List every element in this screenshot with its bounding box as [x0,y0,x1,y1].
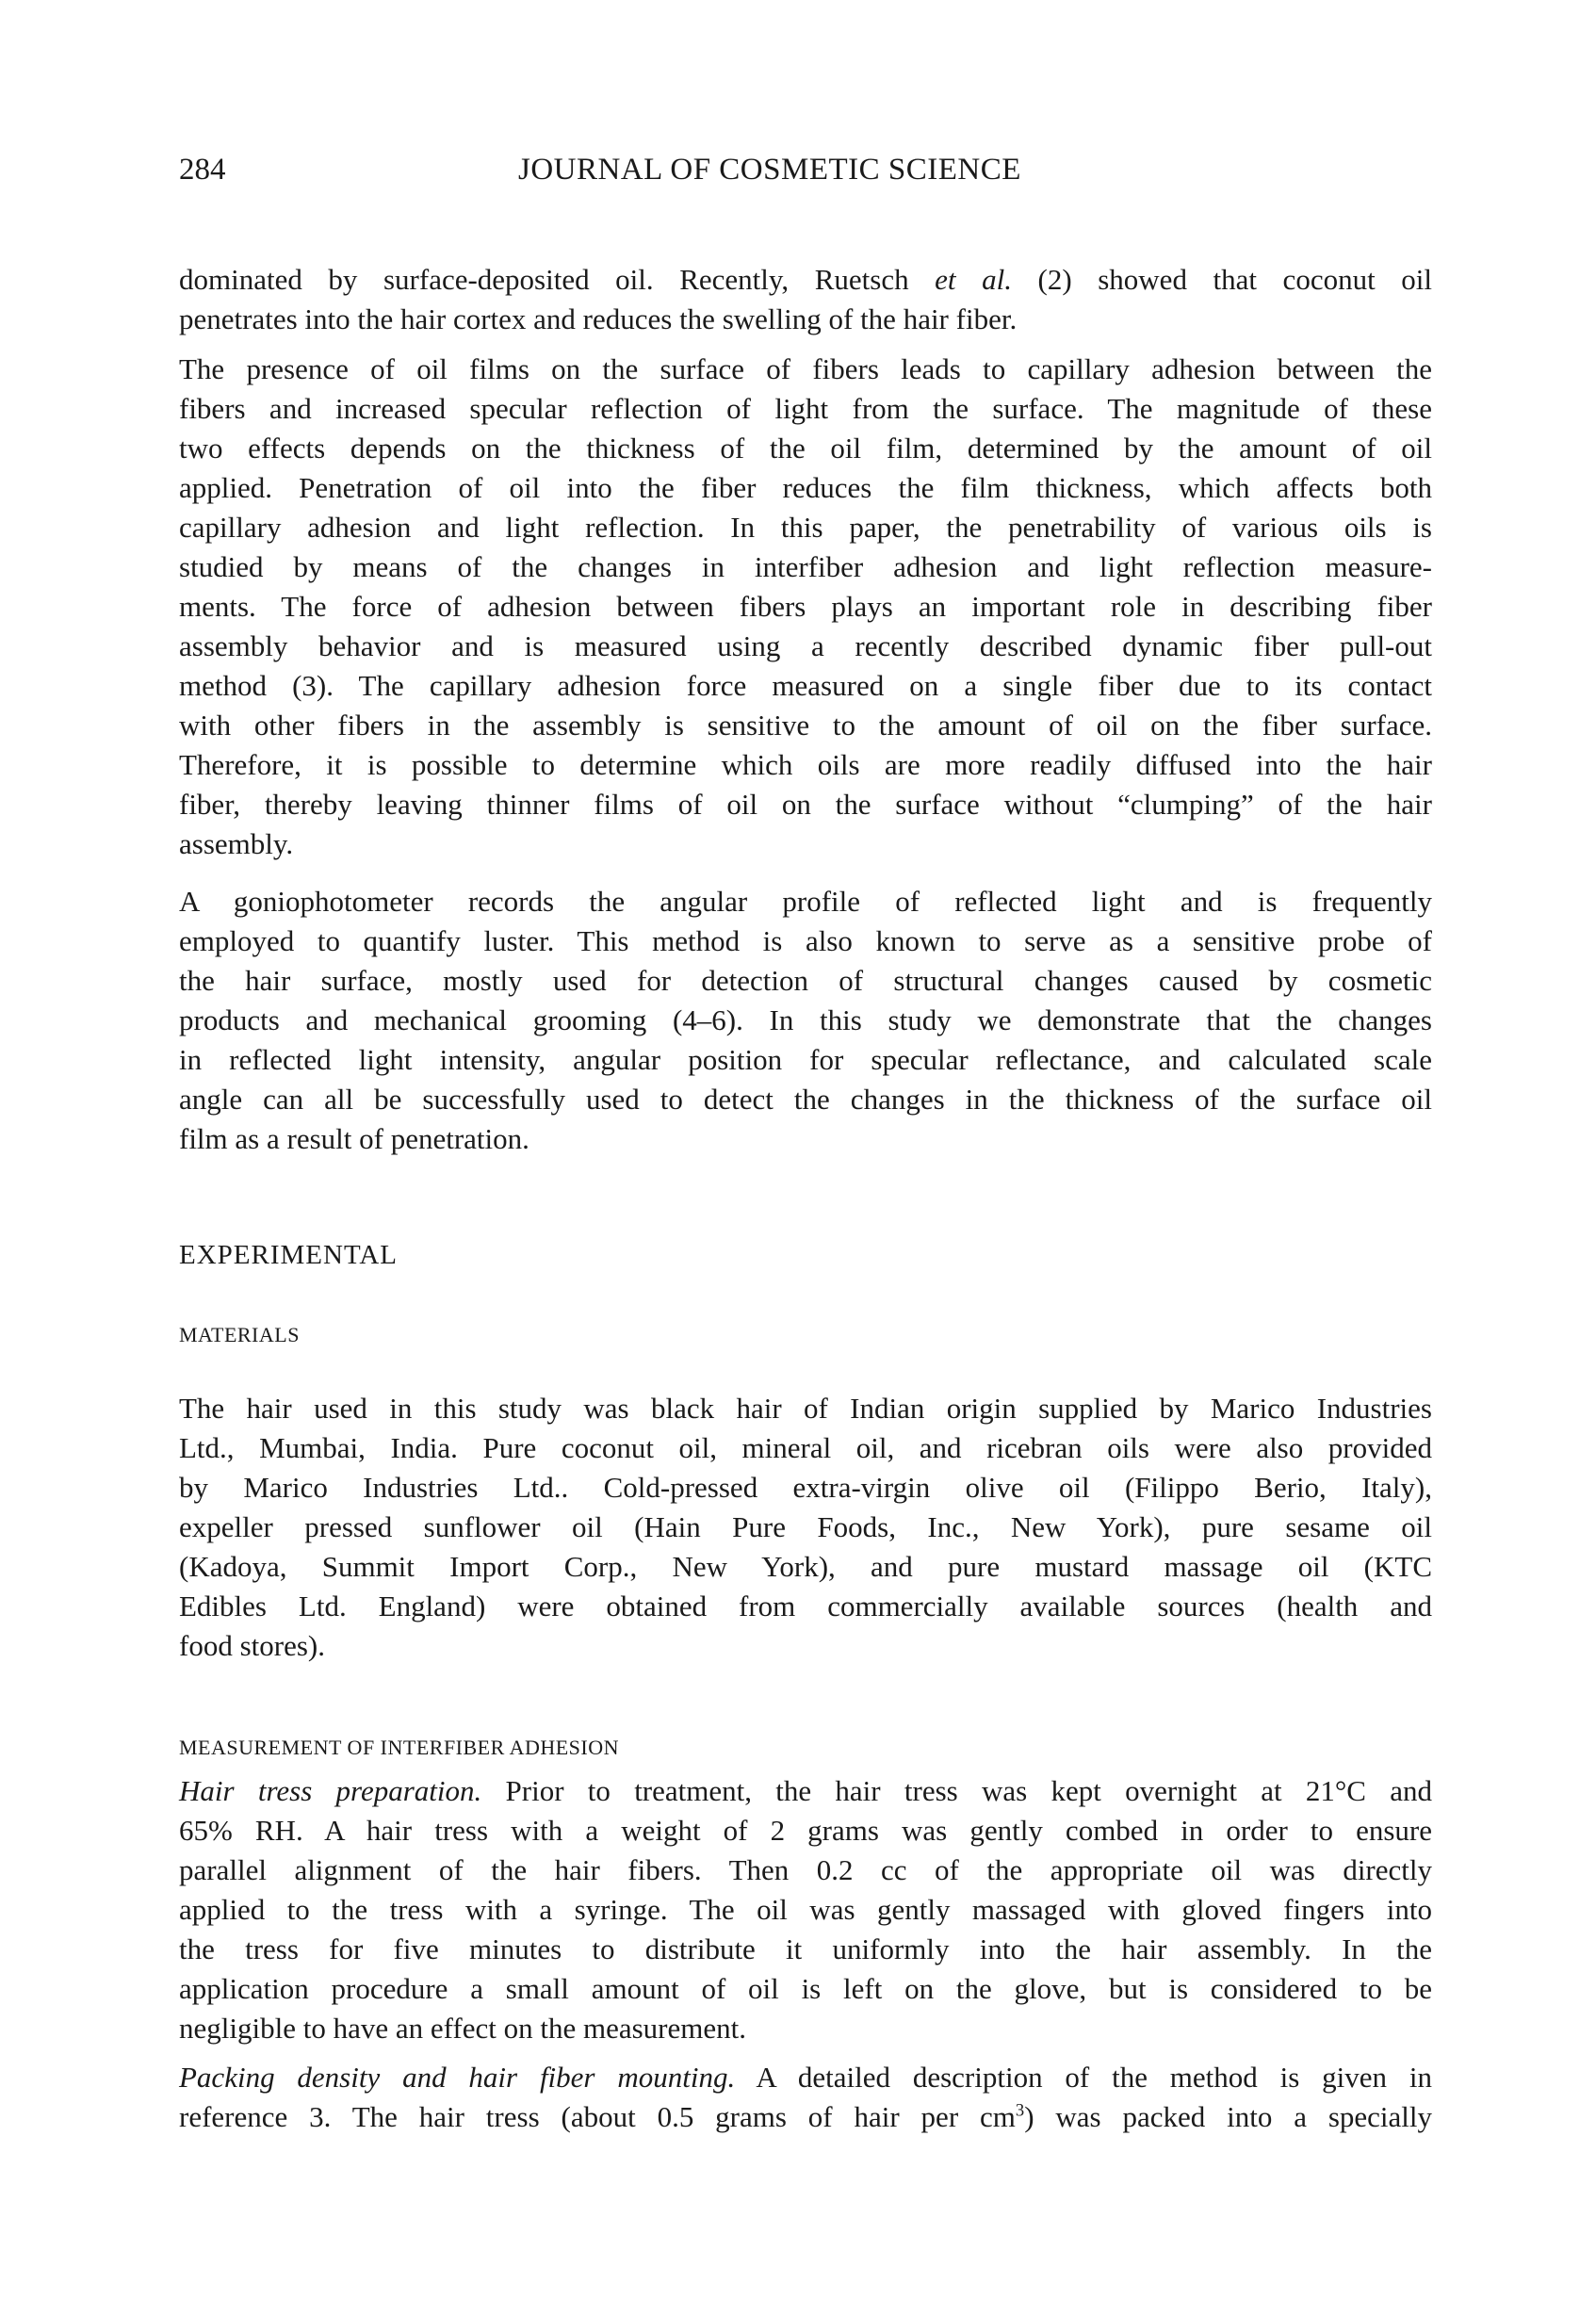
subsection-heading-interfiber-adhesion: MEASUREMENT OF INTERFIBER ADHESION [179,1736,620,1759]
paragraph-intro-2 [179,350,1432,864]
text-run: reference 3. The hair tress (about 0.5 grams of hair per cm [179,2100,1016,2133]
text-line: fibers and increased specular reflection of light from the surface. The magnitude of these [179,392,1432,425]
text-line: 65% RH. A hair tress with a weight of 2 grams was gently combed in order to ensure [179,1814,1432,1847]
text-line [179,260,1432,300]
text-line: two effects depends on the thickness of the oil film, determined by the amount of oil [179,432,1432,465]
text-line: fiber, thereby leaving thinner films of oil on the surface without “clumping” of the hair [179,788,1432,821]
text-line: in reflected light intensity, angular position for specular reflectance, and calculated scale [179,1043,1432,1076]
text-line: applied to the tress with a syringe. The oil was gently massaged with gloved fingers into [179,1893,1432,1926]
text-line: Therefore, it is possible to determine which oils are more readily diffused into the hair [179,748,1432,781]
text-run: (2) showed that coconut oil [1011,263,1432,296]
text-line: expeller pressed sunflower oil (Hain Pure Foods, Inc., New York), pure sesame oil [179,1510,1432,1543]
text-run: A detailed description of the method is given in [735,2061,1432,2094]
text-line: A goniophotometer records the angular profile of reflected light and is frequently [179,885,1432,918]
subsection-heading-materials: MATERIALS [179,1323,300,1346]
running-header [179,151,1432,188]
text-line: (Kadoya, Summit Import Corp., New York), and pure mustard massage oil (KTC [179,1550,1432,1583]
text-line: method (3). The capillary adhesion force measured on a single fiber due to its contact [179,669,1432,702]
run-in-title-packing-density: Packing density and hair fiber mounting. [179,2061,736,2094]
text-line: with other fibers in the assembly is sensitive to the amount of oil on the fiber surface. [179,709,1432,742]
section-heading-experimental: EXPERIMENTAL [179,1240,398,1270]
paragraph-intro-1 [179,260,1432,339]
text-line: The hair used in this study was black hair of Indian origin supplied by Marico Industries [179,1392,1432,1425]
journal-title: JOURNAL OF COSMETIC SCIENCE [518,153,1021,187]
text-line: studied by means of the changes in interfiber adhesion and light reflection measure- [179,550,1432,583]
text-line: products and mechanical grooming (4–6). In this study we demonstrate that the changes [179,1003,1432,1036]
text-line: application procedure a small amount of oil is left on the glove, but is considered to be [179,1972,1432,2005]
paragraph-materials [179,1389,1432,1666]
text-line: employed to quantify luster. This method is also known to serve as a sensitive probe of [179,924,1432,957]
paragraph-packing-density [179,2058,1432,2137]
page-number: 284 [179,153,226,187]
text-line: angle can all be successfully used to detect the changes in the thickness of the surface oil [179,1083,1432,1116]
paragraph-intro-3 [179,882,1432,1159]
text-line: capillary adhesion and light reflection. In this paper, the penetrability of various oils is [179,511,1432,544]
text-run: ) was packed into a specially [1024,2100,1432,2133]
text-line: The presence of oil films on the surface of fibers leads to capillary adhesion between the [179,352,1432,385]
text-line: by Marico Industries Ltd.. Cold-pressed extra-virgin olive oil (Filippo Berio, Italy), [179,1471,1432,1504]
text-line: negligible to have an effect on the measurement. [179,2012,746,2045]
text-line: the hair surface, mostly used for detection of structural changes caused by cosmetic [179,964,1432,997]
text-line: parallel alignment of the hair fibers. Then 0.2 cc of the appropriate oil was directly [179,1853,1432,1886]
text-line: Ltd., Mumbai, India. Pure coconut oil, mineral oil, and ricebran oils were also provided [179,1431,1432,1464]
italic-et-al: et al. [935,263,1012,296]
text-line [179,2058,1432,2097]
paragraph-hair-tress-preparation [179,1771,1432,2048]
text-line: food stores). [179,1629,325,1662]
text-line: ments. The force of adhesion between fibers plays an important role in describing fiber [179,590,1432,623]
text-run: Prior to treatment, the hair tress was kept overnight at 21°C and [481,1774,1432,1807]
text-line: film as a result of penetration. [179,1122,529,1155]
superscript-exponent: 3 [1015,2100,1025,2121]
run-in-title-hair-tress: Hair tress preparation. [179,1774,482,1807]
text-line: the tress for five minutes to distribute it uniformly into the hair assembly. In the [179,1932,1432,1965]
text-line [179,2097,1432,2137]
text-line: applied. Penetration of oil into the fiber reduces the film thickness, which affects both [179,471,1432,504]
text-line [179,1771,1432,1811]
text-run: dominated by surface-deposited oil. Recently, Ruetsch [179,263,936,296]
text-line: assembly behavior and is measured using a recently described dynamic fiber pull-out [179,629,1432,662]
text-line: assembly. [179,827,294,860]
text-line: penetrates into the hair cortex and reduces the swelling of the hair fiber. [179,302,1018,335]
text-line: Edibles Ltd. England) were obtained from commercially available sources (health and [179,1590,1432,1622]
